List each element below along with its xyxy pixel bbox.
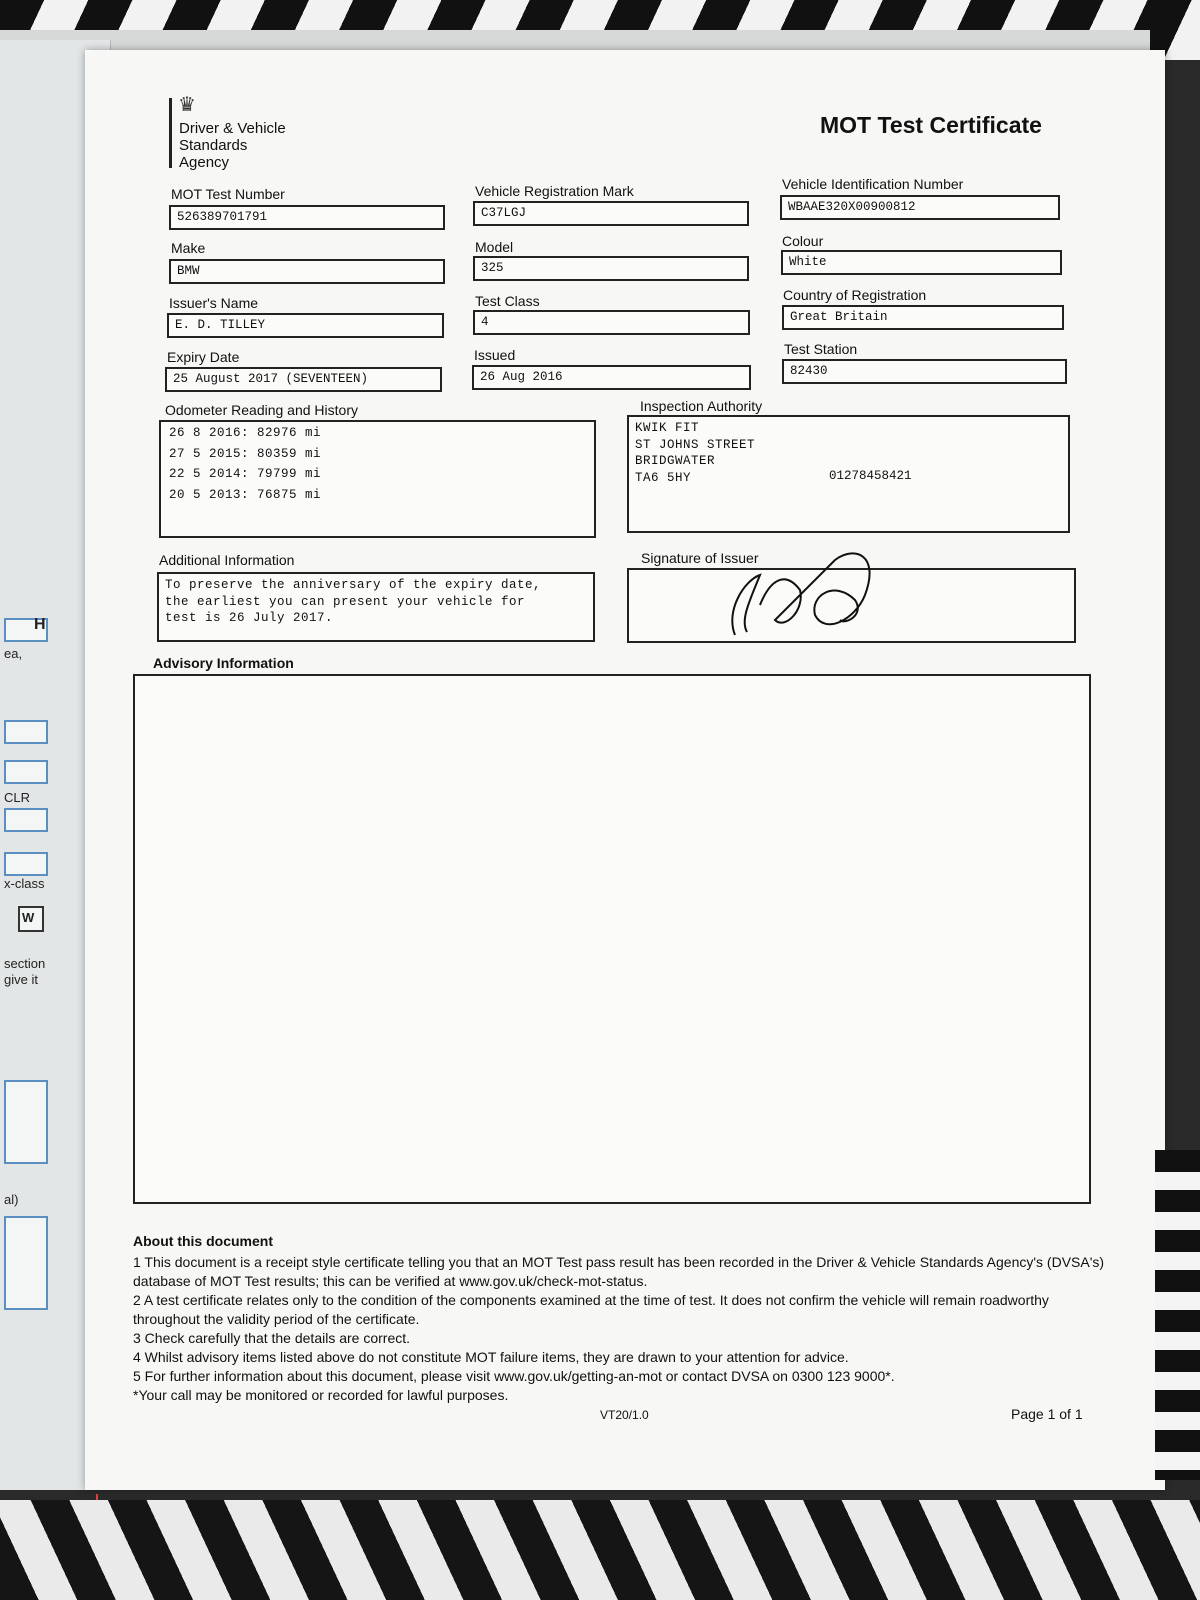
side-form-box <box>4 720 48 744</box>
page-number: Page 1 of 1 <box>1011 1406 1083 1422</box>
odometer-entry: 20 5 2013: 76875 mi <box>169 487 322 502</box>
inspection-authority-address: KWIK FIT ST JOHNS STREET BRIDGWATER TA6 5HY <box>635 421 756 485</box>
colour-field: White <box>781 250 1062 275</box>
issuers-name-label: Issuer's Name <box>169 295 259 311</box>
about-item: 2 A test certificate relates only to the condition of the components examined at the time of test. It does not confirm the vehicle will remain roadworthy throughout the validity period of the certificate. <box>133 1292 1049 1327</box>
inspection-authority-label: Inspection Authority <box>640 398 763 414</box>
about-title: About this document <box>133 1233 273 1249</box>
additional-information-text: To preserve the anniversary of the expiry date, the earliest you can present your vehicle for test is 26 July 2017. <box>157 572 595 642</box>
vrm-label: Vehicle Registration Mark <box>475 183 634 199</box>
side-form-box <box>4 808 48 832</box>
test-class-label: Test Class <box>475 293 540 309</box>
agency-name: Driver & Vehicle Standards Agency <box>179 120 286 171</box>
issued-label: Issued <box>474 347 516 363</box>
side-label-give-it: give it <box>4 972 38 987</box>
background-pattern-right <box>1155 1150 1200 1480</box>
side-form-grid <box>4 1080 48 1164</box>
advisory-information-box <box>133 674 1091 1204</box>
about-note: *Your call may be monitored or recorded for lawful purposes. <box>133 1387 509 1403</box>
signature-label: Signature of Issuer <box>641 550 759 566</box>
about-item: 5 For further information about this document, please visit www.gov.uk/getting-an-mot or contact DVSA on 0300 123 9000*. <box>133 1368 895 1384</box>
odometer-entry: 22 5 2014: 79799 mi <box>169 467 322 481</box>
certificate-title: MOT Test Certificate <box>820 112 1042 138</box>
odometer-entry: 26 8 2016: 82976 mi <box>169 426 322 440</box>
issuers-name-field: E. D. TILLEY <box>167 313 444 338</box>
inspection-authority-box <box>627 415 1070 533</box>
side-form-box <box>4 760 48 784</box>
test-station-label: Test Station <box>784 341 858 357</box>
odometer-entry: 27 5 2015: 80359 mi <box>169 446 322 461</box>
country-label: Country of Registration <box>783 287 927 303</box>
side-form-box <box>4 852 48 876</box>
model-label: Model <box>475 239 514 255</box>
side-label-ea: ea, <box>4 646 23 661</box>
test-class-field: 4 <box>473 310 750 335</box>
crest-icon: ♛ <box>178 94 196 116</box>
vrm-field: C37LGJ <box>473 201 749 226</box>
vin-label: Vehicle Identification Number <box>782 176 964 192</box>
mot-test-number-label: MOT Test Number <box>171 186 285 202</box>
agency-logo-bar <box>169 98 172 168</box>
model-field: 325 <box>473 256 749 281</box>
expiry-date-field: 25 August 2017 (SEVENTEEN) <box>165 367 442 392</box>
about-item: 3 Check carefully that the details are correct. <box>133 1330 411 1346</box>
side-label-x-class: x-class <box>4 876 45 891</box>
side-label-al: al) <box>4 1192 19 1207</box>
expiry-date-label: Expiry Date <box>167 349 240 365</box>
odometer-history <box>159 420 596 538</box>
odometer-label: Odometer Reading and History <box>165 402 358 418</box>
make-label: Make <box>171 240 206 256</box>
side-form-grid <box>4 1216 48 1310</box>
mot-certificate <box>85 50 1165 1490</box>
issued-field: 26 Aug 2016 <box>472 365 751 390</box>
side-label-clr: CLR <box>4 790 31 805</box>
side-label-section: section <box>4 956 46 971</box>
vin-field: WBAAE320X00900812 <box>780 195 1060 220</box>
issuer-signature <box>705 540 885 650</box>
inspection-authority-phone: 01278458421 <box>829 469 912 483</box>
background-pattern-bottom <box>0 1500 1200 1600</box>
country-field: Great Britain <box>782 305 1064 330</box>
additional-information-label: Additional Information <box>159 552 295 568</box>
about-item: 1 This document is a receipt style certificate telling you that an MOT Test pass result has been recorded in the Driver & Vehicle Standards Agency's (DVSA's) database of MOT Test results; this can be verified at www.gov.uk/check-mot-status. <box>133 1254 1105 1289</box>
make-field: BMW <box>169 259 445 284</box>
side-label-w: W <box>22 910 35 925</box>
colour-label: Colour <box>782 233 824 249</box>
mot-test-number-field: 526389701791 <box>169 205 445 230</box>
advisory-information-label: Advisory Information <box>153 655 294 671</box>
about-document-section <box>133 1232 1113 1405</box>
test-station-field: 82430 <box>782 359 1067 384</box>
about-item: 4 Whilst advisory items listed above do not constitute MOT failure items, they are drawn to your attention for advice. <box>133 1349 849 1365</box>
form-reference: VT20/1.0 <box>600 1408 649 1422</box>
side-label-h: H <box>34 616 46 633</box>
